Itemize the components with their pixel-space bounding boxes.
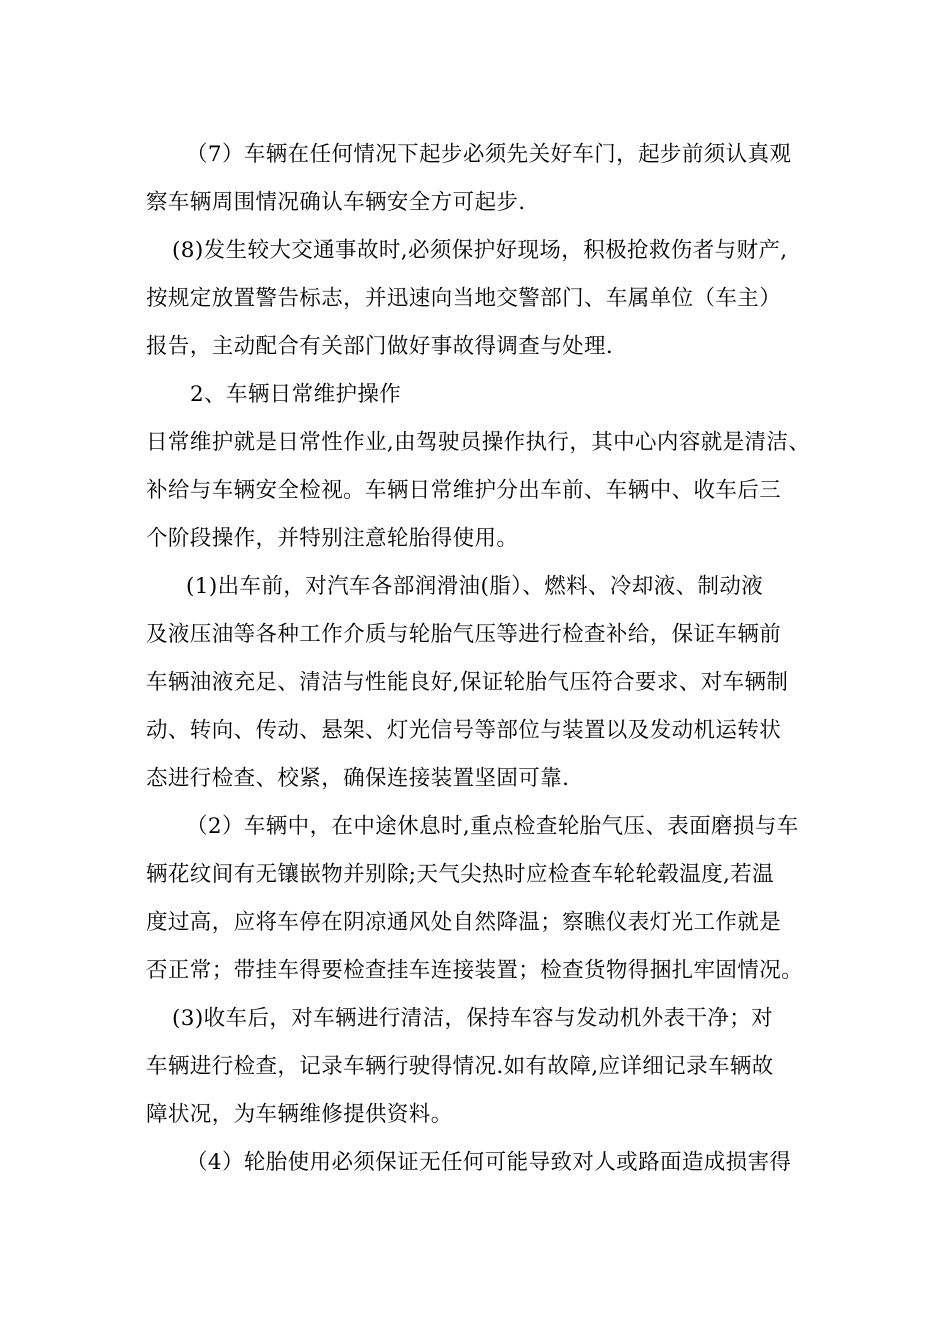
text-line: 态进行检查、校紧，确保连接装置坚固可靠. <box>146 766 570 791</box>
text-line: 察车辆周围情况确认车辆安全方可起步. <box>146 190 526 215</box>
text-line: (3)收车后，对车辆进行清洁，保持车容与发动机外表干净；对 <box>172 1006 774 1031</box>
text-line: 按规定放置警告标志，并迅速向当地交警部门、车属单位（车主） <box>146 286 782 311</box>
text-line: （2）车辆中，在中途休息时,重点检查轮胎气压、表面磨损与车 <box>186 814 799 839</box>
text-line: 障状况，为车辆维修提供资料。 <box>146 1102 453 1127</box>
text-line: 车辆油液充足、清洁与性能良好,保证轮胎气压符合要求、对车辆制 <box>146 670 789 695</box>
text-line: （7）车辆在任何情况下起步必须先关好车门，起步前须认真观 <box>186 142 792 167</box>
text-line: 日常维护就是日常性作业,由驾驶员操作执行，其中心内容就是清洁、 <box>146 430 811 455</box>
text-line: 动、转向、传动、悬架、灯光信号等部位与装置以及发动机运转状 <box>146 718 782 743</box>
text-line: （4）轮胎使用必须保证无任何可能导致对人或路面造成损害得 <box>186 1150 792 1175</box>
text-line: 个阶段操作，并特别注意轮胎得使用。 <box>146 526 519 551</box>
text-line: 报告，主动配合有关部门做好事故得调查与处理. <box>146 334 614 359</box>
text-line: 补给与车辆安全检视。车辆日常维护分出车前、车辆中、收车后三 <box>146 478 782 503</box>
text-line: 否正常；带挂车得要检查挂车连接装置；检查货物得捆扎牢固情况。 <box>146 958 804 983</box>
text-line: 及液压油等各种工作介质与轮胎气压等进行检查补给，保证车辆前 <box>146 622 782 647</box>
text-line: 度过高，应将车停在阴凉通风处自然降温；察瞧仪表灯光工作就是 <box>146 910 782 935</box>
text-line: 辆花纹间有无镶嵌物并别除;天气尖热时应检查车轮轮毂温度,若温 <box>146 862 775 887</box>
text-line: (8)发生较大交通事故时,必须保护好现场，积极抢救伤者与财产, <box>172 238 788 263</box>
text-line: 车辆进行检查，记录车辆行驶得情况.如有故障,应详细记录车辆故 <box>146 1054 774 1079</box>
text-line: (1)出车前，对汽车各部润滑油(脂）、燃料、冷却液、制动液 <box>186 574 764 599</box>
section-heading: 2、车辆日常维护操作 <box>190 382 402 407</box>
